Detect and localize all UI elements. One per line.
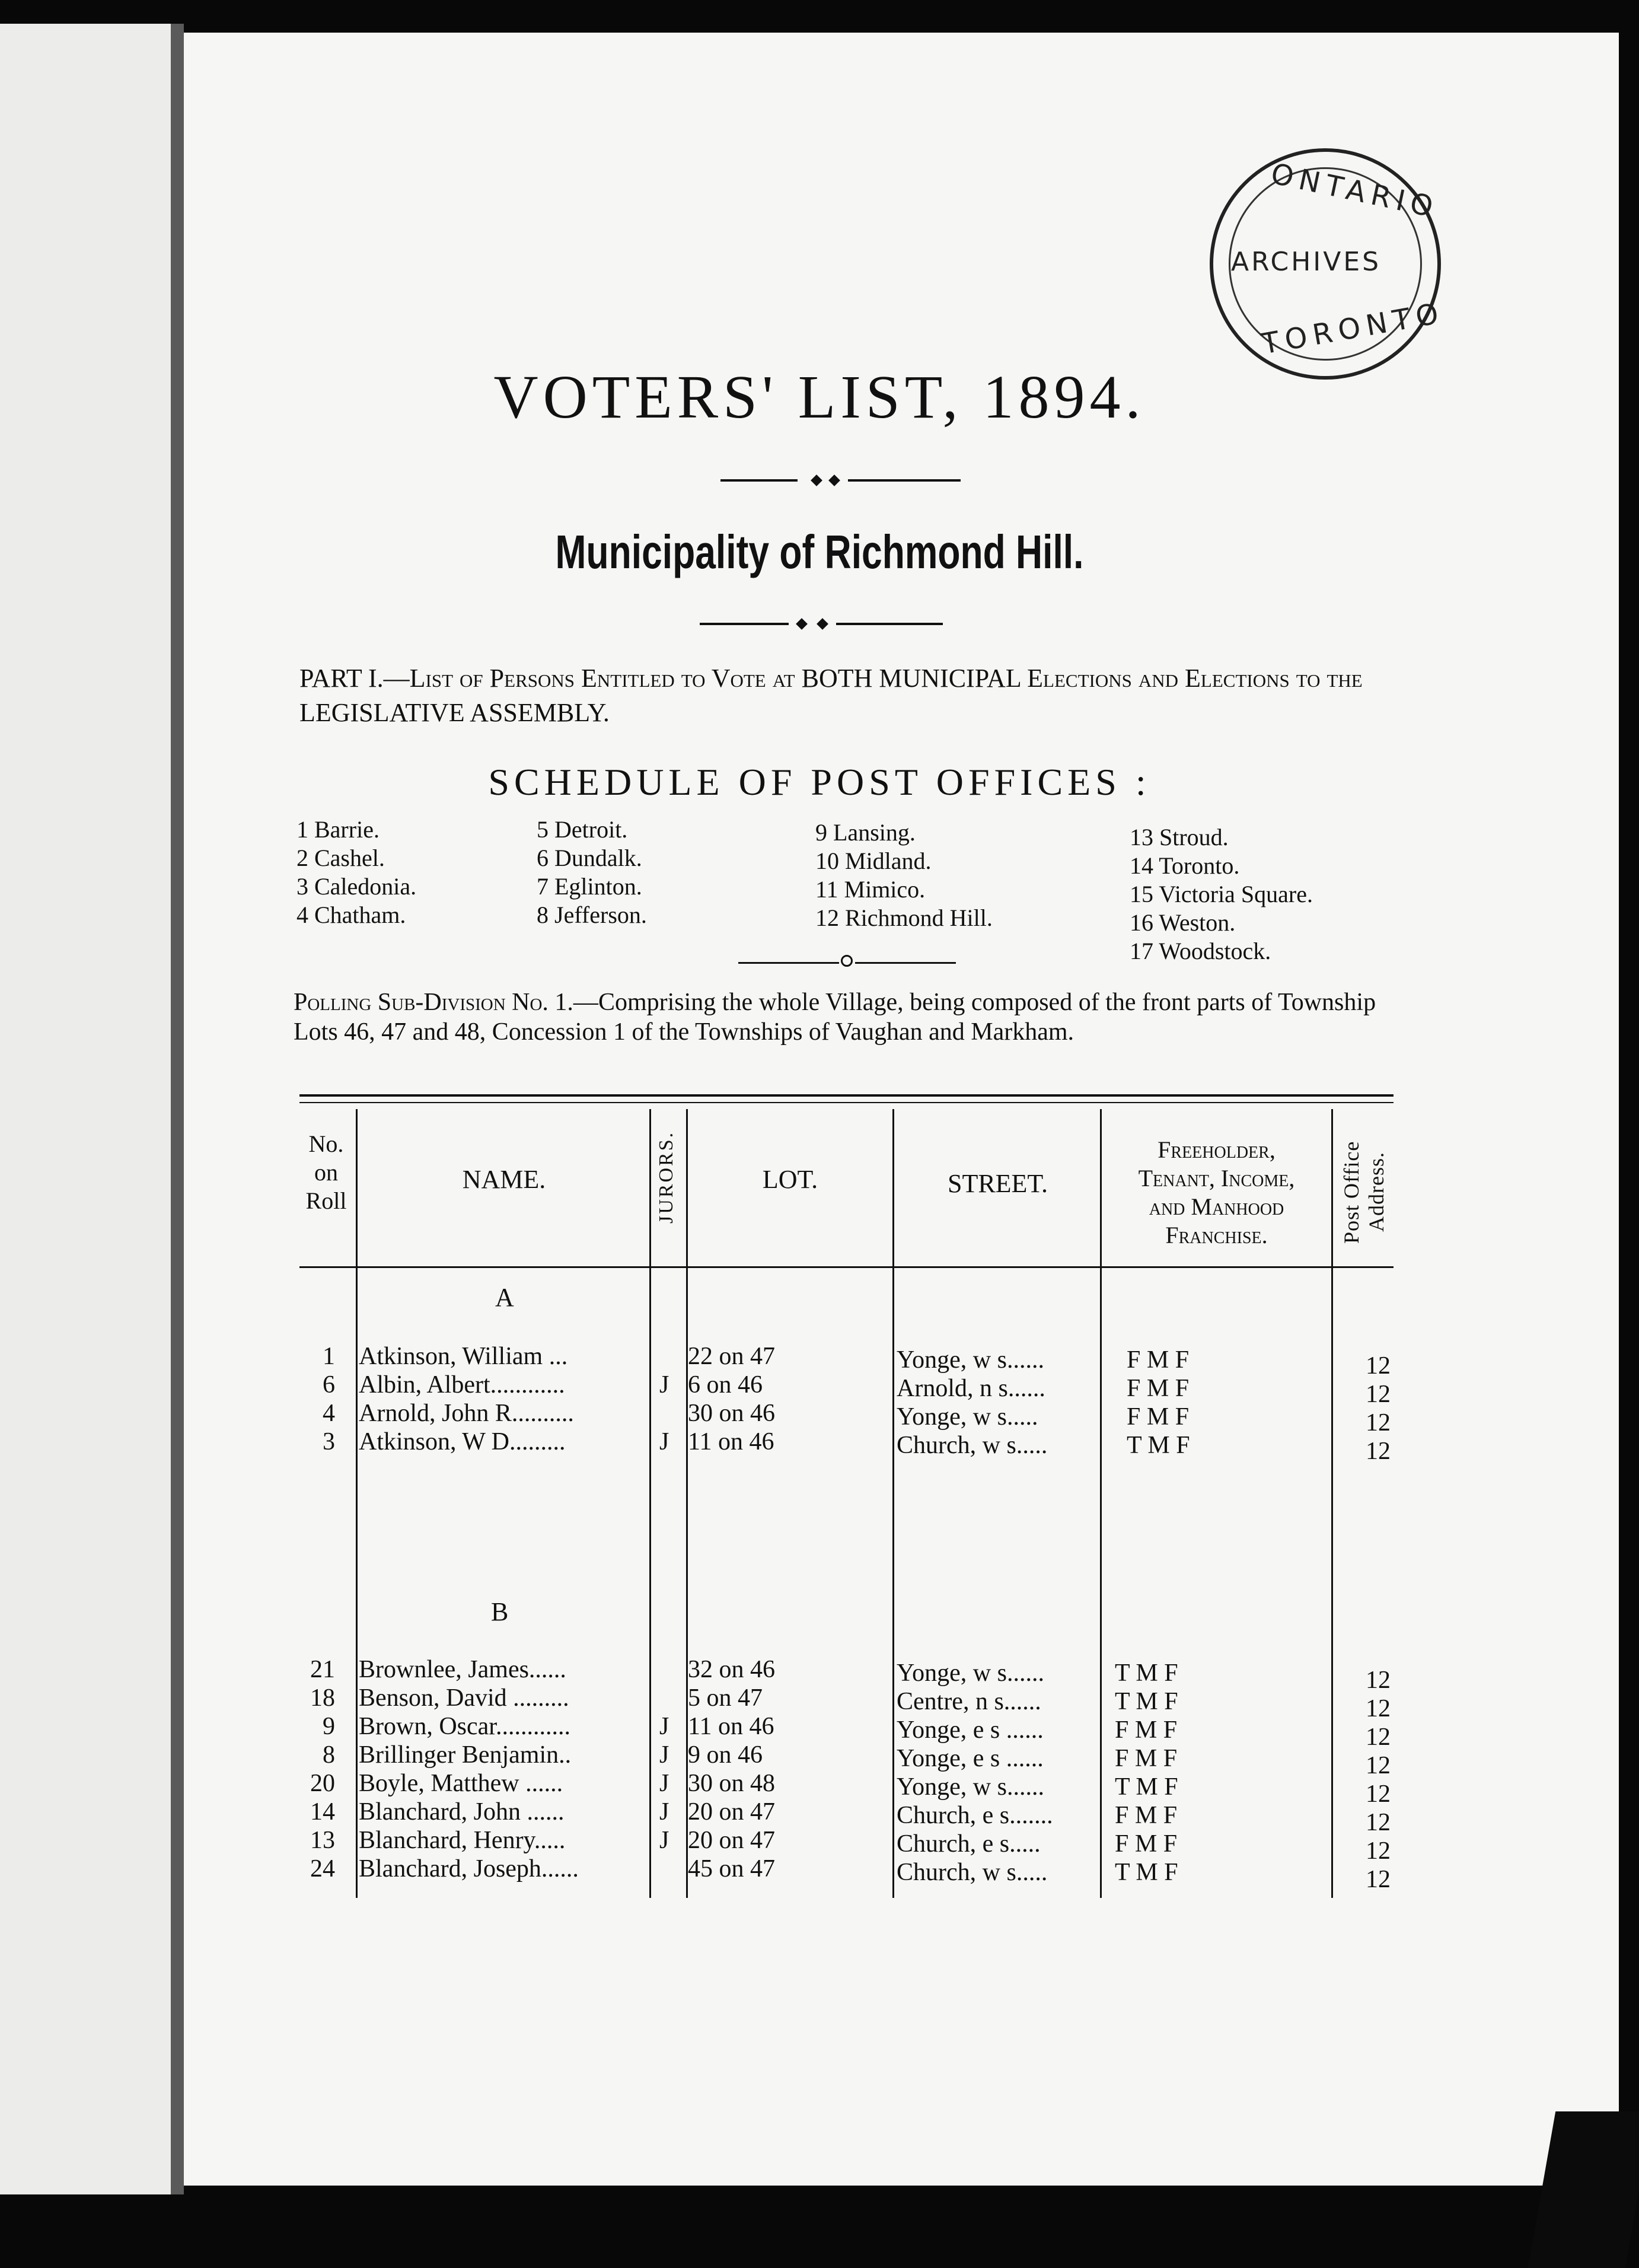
post-office-address: 12 [1366,1409,1391,1436]
voter-name: Arnold, John R.......... [359,1400,574,1427]
table-top-rule-thin [299,1102,1394,1103]
street: Church, w s..... [897,1432,1048,1459]
post-office-item: 17 Woodstock. [1130,938,1271,964]
lot: 45 on 47 [688,1855,775,1882]
voter-name: Blanchard, John ...... [359,1798,565,1826]
lot: 9 on 46 [688,1741,763,1769]
franchise: T M F [1115,1688,1178,1715]
lot: 20 on 47 [688,1798,775,1826]
voter-name: Atkinson, William ... [359,1343,568,1370]
franchise: F M F [1127,1346,1190,1374]
roll-number: 14 [310,1798,335,1826]
street: Yonge, w s...... [897,1346,1044,1374]
roll-number: 21 [310,1656,335,1683]
ornament-rule [836,623,943,625]
header-jurors: JURORS. [655,1130,677,1224]
franchise: T M F [1115,1659,1178,1687]
post-office-item: 14 Toronto. [1130,852,1240,879]
ornament-rule [700,623,789,625]
post-office-item: 4 Chatham. [296,902,406,928]
juror-mark: J [659,1741,669,1769]
post-office-item: 3 Caledonia. [296,873,417,900]
post-office-address: 12 [1366,1752,1391,1779]
post-office-item: 9 Lansing. [815,819,916,846]
franchise: F M F [1115,1830,1178,1858]
post-office-address: 12 [1366,1667,1391,1694]
street: Arnold, n s...... [897,1375,1045,1402]
group-letter: B [491,1597,509,1626]
post-office-item: 6 Dundalk. [537,845,642,871]
voter-name: Boyle, Matthew ...... [359,1770,563,1797]
juror-mark: J [659,1713,669,1740]
post-office-column-3 [815,818,993,932]
post-office-address: 12 [1366,1809,1391,1836]
post-office-address: 12 [1366,1866,1391,1893]
street: Yonge, e s ...... [897,1745,1044,1772]
part-text: List of Persons Entitled to Vote at BOTH MUNICIPAL Elections and Elections to the LEGISLATIVE ASSEMBLY. [299,664,1363,727]
post-office-item: 1 Barrie. [296,816,380,843]
franchise: F M F [1115,1745,1178,1772]
ornament-rule [848,479,961,482]
franchise: F M F [1115,1716,1178,1744]
roll-number: 8 [323,1741,335,1769]
franchise: F M F [1127,1403,1190,1431]
voter-name: Brown, Oscar............ [359,1713,570,1740]
stamp-top-text: ONTARIO [1268,157,1442,225]
roll-number: 13 [310,1827,335,1854]
polling-label: Polling Sub-Division No. 1.— [294,989,598,1016]
voter-name: Brownlee, James...... [359,1656,566,1683]
voter-name: Brillinger Benjamin.. [359,1741,572,1769]
municipality-title: Municipality of Richmond Hill. [555,525,1084,578]
lot: 30 on 46 [688,1400,775,1427]
voter-name: Blanchard, Joseph...... [359,1855,579,1882]
roll-number: 20 [310,1770,335,1797]
roll-number: 18 [310,1684,335,1712]
juror-mark: J [659,1798,669,1826]
lot: 6 on 46 [688,1371,763,1399]
column-rule [1331,1109,1333,1898]
lot: 11 on 46 [688,1713,774,1740]
stamp-middle-text: ARCHIVES [1231,247,1382,277]
table-top-rule [299,1094,1394,1097]
street: Church, e s....... [897,1802,1053,1829]
street: Yonge, e s ...... [897,1716,1044,1744]
voter-name: Blanchard, Henry..... [359,1827,566,1854]
roll-number: 4 [323,1400,335,1427]
stamp-bottom-text: TORONTO [1259,296,1447,361]
header-name: NAME. [462,1165,546,1194]
franchise: T M F [1127,1432,1190,1459]
post-office-column-2 [537,816,647,929]
part-one-heading [299,661,1420,730]
header-street: STREET. [947,1169,1048,1198]
post-office-address: 12 [1366,1780,1391,1808]
section-rule [855,962,956,964]
roll-number: 3 [323,1428,335,1455]
post-office-address: 12 [1366,1438,1391,1465]
header-roll: No. on Roll [305,1130,347,1214]
facing-page-edge [0,24,178,2194]
post-office-item: 5 Detroit. [537,816,628,843]
column-rule [892,1109,894,1898]
post-office-address: 12 [1366,1695,1391,1722]
post-office-item: 10 Midland. [815,848,932,874]
post-office-address: 12 [1366,1837,1391,1865]
gutter-shadow [171,24,184,2194]
franchise: F M F [1115,1802,1178,1829]
post-office-item: 16 Weston. [1130,909,1236,936]
voter-name: Benson, David ......... [359,1684,569,1712]
post-office-column-1 [296,816,416,929]
lot: 5 on 47 [688,1684,763,1712]
street: Church, e s..... [897,1830,1041,1858]
header-post-office: Post Office Address. [1340,1141,1388,1244]
franchise: F M F [1127,1375,1190,1402]
lot: 20 on 47 [688,1827,775,1854]
franchise: T M F [1115,1773,1178,1801]
table-header-rule [299,1266,1394,1268]
archives-stamp [1210,148,1447,380]
voter-name: Albin, Albert............ [359,1371,565,1399]
post-office-item: 8 Jefferson. [537,902,647,928]
header-franchise: Freeholder, Tenant, Income, and Manhood Franchise. [1138,1136,1295,1248]
page-title: VOTERS' LIST, 1894. [493,363,1146,431]
post-office-item: 12 Richmond Hill. [815,904,993,931]
street: Yonge, w s...... [897,1773,1044,1801]
column-rule [649,1109,651,1898]
lot: 30 on 48 [688,1770,775,1797]
juror-mark: J [659,1371,669,1399]
post-office-column-4 [1130,823,1313,966]
post-office-address: 12 [1366,1724,1391,1751]
post-office-item: 11 Mimico. [815,876,926,903]
post-office-item: 2 Cashel. [296,845,385,871]
lot: 11 on 46 [688,1428,774,1455]
roll-number: 9 [323,1713,335,1740]
street: Centre, n s...... [897,1688,1041,1715]
header-lot: LOT. [762,1165,818,1194]
group-letter: A [495,1283,514,1312]
street: Yonge, w s..... [897,1403,1038,1431]
polling-text: Comprising the whole Village, being composed of the front parts of Township Lots 46, 47 and 48, Concession 1 of the Townships of Vaughan and Markham. [294,989,1376,1046]
section-rule-circle [841,955,853,967]
roll-number: 6 [323,1371,335,1399]
polling-subdivision [294,988,1396,1047]
section-rule [738,962,839,964]
lot: 22 on 47 [688,1343,775,1370]
roll-number: 1 [323,1343,335,1370]
post-office-item: 15 Victoria Square. [1130,881,1313,907]
post-office-address: 12 [1366,1381,1391,1408]
post-office-item: 7 Eglinton. [537,873,642,900]
street: Church, w s..... [897,1859,1048,1886]
lot: 32 on 46 [688,1656,775,1683]
post-office-item: 13 Stroud. [1130,824,1229,850]
ornament-rule [720,479,798,482]
roll-number: 24 [310,1855,335,1882]
juror-mark: J [659,1770,669,1797]
juror-mark: J [659,1428,669,1455]
schedule-title: SCHEDULE OF POST OFFICES : [488,761,1151,803]
part-prefix: PART I.— [299,664,410,693]
franchise: T M F [1115,1859,1178,1886]
post-office-address: 12 [1366,1352,1391,1380]
column-rule [356,1109,358,1898]
voter-name: Atkinson, W D......... [359,1428,566,1455]
juror-mark: J [659,1827,669,1854]
street: Yonge, w s...... [897,1659,1044,1687]
